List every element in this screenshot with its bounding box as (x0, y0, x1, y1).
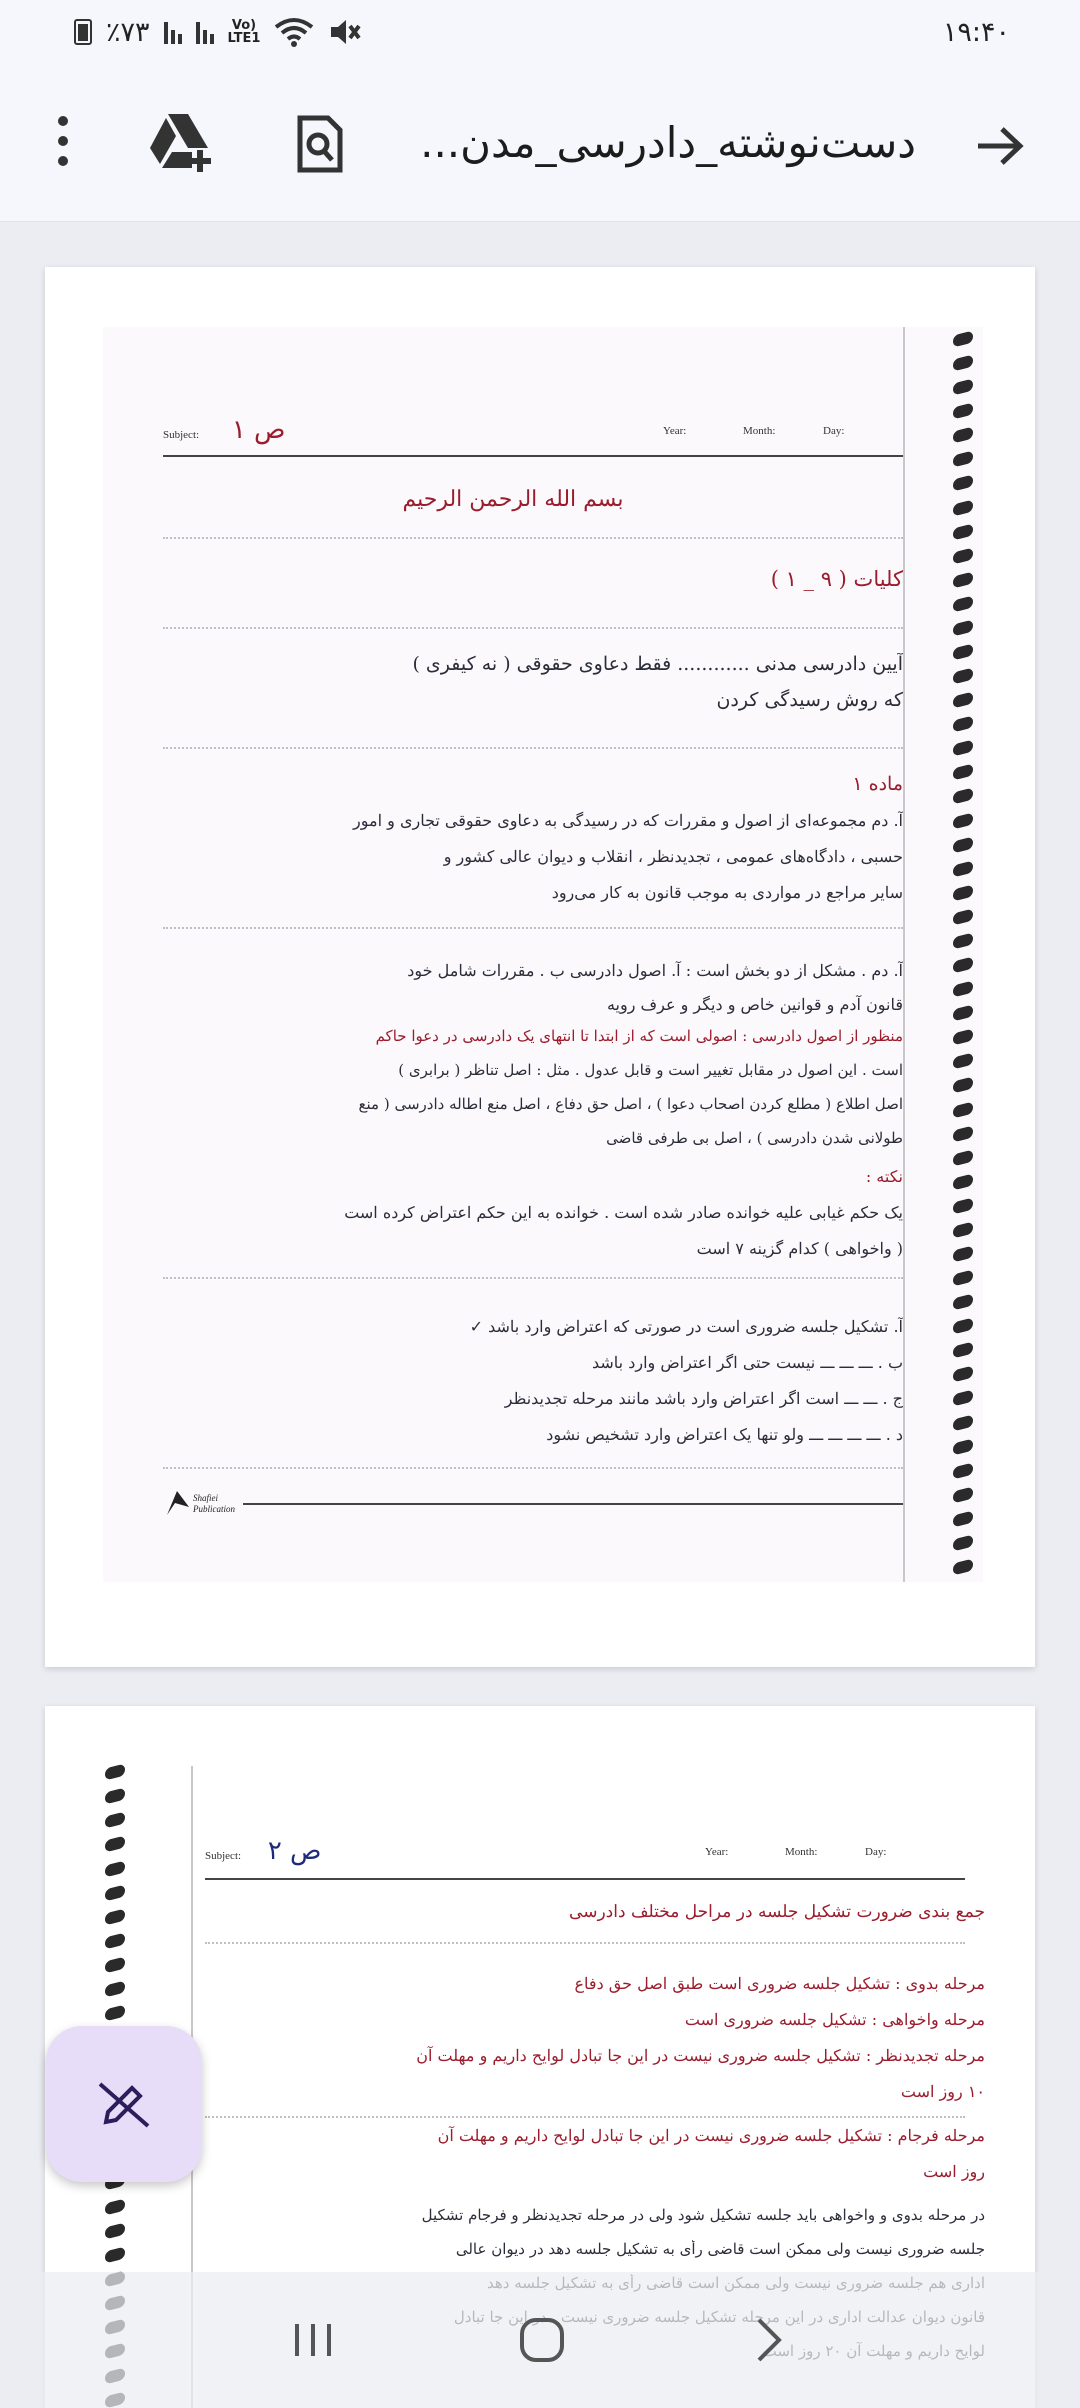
document-title: دست‌نوشته_دادرسی_مدن... (420, 118, 916, 167)
note-line: مرحله بدوی : تشکیل جلسه ضروری است طبق اصل حق دفاع (574, 1974, 985, 1993)
logo-text-top: Shafiei (193, 1493, 218, 1503)
edit-off-icon (94, 2074, 154, 2134)
note-line: سایر مراجع در مواردی به موجب قانون به کار می‌رود (551, 883, 903, 902)
ruled-line (163, 1467, 903, 1469)
find-in-page-icon[interactable] (294, 114, 344, 174)
wifi-icon (274, 17, 314, 47)
ruled-line (205, 1942, 965, 1944)
header-row (163, 415, 903, 445)
note-line: روز است (923, 2162, 985, 2181)
note-line: ب . ـــ ـــ ـــ نیست حتی اگر اعتراض وارد باشد (592, 1353, 903, 1372)
note-line: نکته : (865, 1167, 903, 1186)
page-number: ص ۲ (267, 1836, 322, 1866)
note-line: جمع بندی ضرورت تشکیل جلسه در مراحل مختلف دادرسی (569, 1902, 985, 1922)
ruled-line (163, 747, 903, 749)
page-number: ص ۱ (231, 415, 286, 445)
mute-icon (328, 17, 362, 47)
note-line: مرحله فرجام : تشکیل جلسه ضروری نیست در این جا تبادل لوایح داریم و مهلت آن (437, 2126, 985, 2145)
note-line: آ. تشکیل جلسه ضروری است در صورتی که اعتراض وارد باشد ✓ (469, 1317, 903, 1336)
ruled-line (163, 537, 903, 539)
note-line: آیین دادرسی مدنی ............ فقط دعاوی حقوقی ( نه کیفری ) (412, 653, 903, 675)
note-line: آ. دم . مشکل از دو بخش است : آ. اصول دادرسی ب . مقررات شامل خود (407, 961, 903, 980)
month-label: Month: (785, 1846, 818, 1858)
status-bar (0, 0, 1080, 64)
battery-icon (74, 19, 92, 45)
ruled-line (163, 927, 903, 929)
footer-rule (243, 1503, 903, 1505)
signal-icon-2 (196, 20, 214, 44)
header-rule (205, 1878, 965, 1880)
year-label: Year: (705, 1846, 729, 1858)
signal-icon (164, 20, 182, 44)
note-line: یک حکم غیابی علیه خوانده صادر شده است . خوانده به این حکم اعتراض کرده است (344, 1203, 903, 1222)
ruled-line (163, 1277, 903, 1279)
note-line: اصل اطلاع ( مطلع کردن اصحاب دعوا ) ، اصل حق دفاع ، اصل منع اطاله دادرسی ( منع (358, 1095, 903, 1113)
note-line: ج . ـــ ـــ است اگر اعتراض وارد باشد مانند مرحله تجدیدنظر (504, 1389, 903, 1408)
header-row (205, 1836, 965, 1866)
note-line: در مرحله بدوی و واخواهی باید جلسه تشکیل شود ولی در مرحله تجدیدنظر و فرجام تشکیل (421, 2206, 985, 2224)
arrow-forward-icon[interactable] (976, 126, 1024, 166)
back-icon[interactable] (749, 2316, 789, 2364)
home-icon[interactable] (518, 2316, 566, 2364)
header-rule (163, 455, 903, 457)
drive-add-icon[interactable] (148, 112, 216, 174)
status-icons (74, 17, 362, 48)
note-line: بسم الله الرحمن الرحیم (402, 487, 624, 512)
note-line: ۱۰ روز است (900, 2082, 985, 2101)
note-line: ماده ۱ (852, 773, 903, 795)
day-label: Day: (865, 1846, 887, 1858)
notebook-sheet-1 (103, 327, 983, 1582)
edit-fab[interactable] (46, 2026, 202, 2182)
note-line: حسبی ، دادگاه‌های عمومی ، تجدیدنظر ، انقلاب و دیوان عالی کشور و (443, 847, 903, 866)
publisher-logo (163, 1487, 233, 1527)
month-label: Month: (743, 425, 776, 437)
ruled-line (205, 2116, 965, 2118)
ruled-line (163, 627, 903, 629)
note-line: است . این اصول در مقابل تغییر است و قابل عدول . مثل : اصل تناظر ( برابری ) (398, 1061, 903, 1079)
more-vert-icon[interactable] (56, 116, 70, 170)
document-page-1 (45, 267, 1035, 1667)
note-line: ( واخواهی ) کدام گزینه ۷ است (696, 1239, 903, 1258)
top-app-bar (0, 64, 1080, 222)
note-line: مرحله تجدیدنظر : تشکیل جلسه ضروری نیست در این جا تبادل لوایح داریم و مهلت آن (416, 2046, 985, 2065)
system-nav-bar (0, 2272, 1080, 2408)
logo-text-bottom: Publication (193, 1504, 235, 1514)
page-margin-line (903, 327, 905, 1582)
note-line: قانون آدم و قوانین خاص و دیگر و عرف رویه (606, 995, 903, 1014)
recents-icon[interactable] (291, 2320, 335, 2360)
note-line: طولانی شدن دادرسی ) ، اصل بی طرفی قاضی (606, 1129, 903, 1147)
day-label: Day: (823, 425, 845, 437)
battery-percentage: ٪۷۳ (106, 16, 150, 48)
note-line: جلسه ضروری نیست ولی ممکن است قاضی رأی به تشکیل جلسه دهد در دیوان عالی (455, 2240, 985, 2258)
year-label: Year: (663, 425, 687, 437)
spiral-binding (953, 333, 973, 1573)
note-line: که روش رسیدگی کردن (716, 689, 903, 711)
note-line: آ. دم مجموعه‌ای از اصول و مقررات که در رسیدگی به دعاوی حقوقی تجاری و امور (353, 811, 903, 830)
subject-label: Subject: (163, 429, 200, 441)
note-line: مرحله واخواهی : تشکیل جلسه ضروری است (684, 2010, 985, 2029)
note-line: د . ـــ ـــ ـــ ـــ ولو تنها یک اعتراض وارد تشخیص نشود (546, 1425, 903, 1444)
status-time: ۱۹:۴۰ (942, 16, 1010, 48)
note-line: منظور از اصول دادرسی : اصولی است که از ابتدا تا انتهای یک دادرسی در دعوا حاکم (375, 1027, 903, 1045)
note-line: کلیات ( ۹ _ ۱ ) (770, 567, 903, 591)
subject-label: Subject: (205, 1850, 242, 1862)
volte-indicator: Vo) LTE1 (227, 18, 261, 46)
